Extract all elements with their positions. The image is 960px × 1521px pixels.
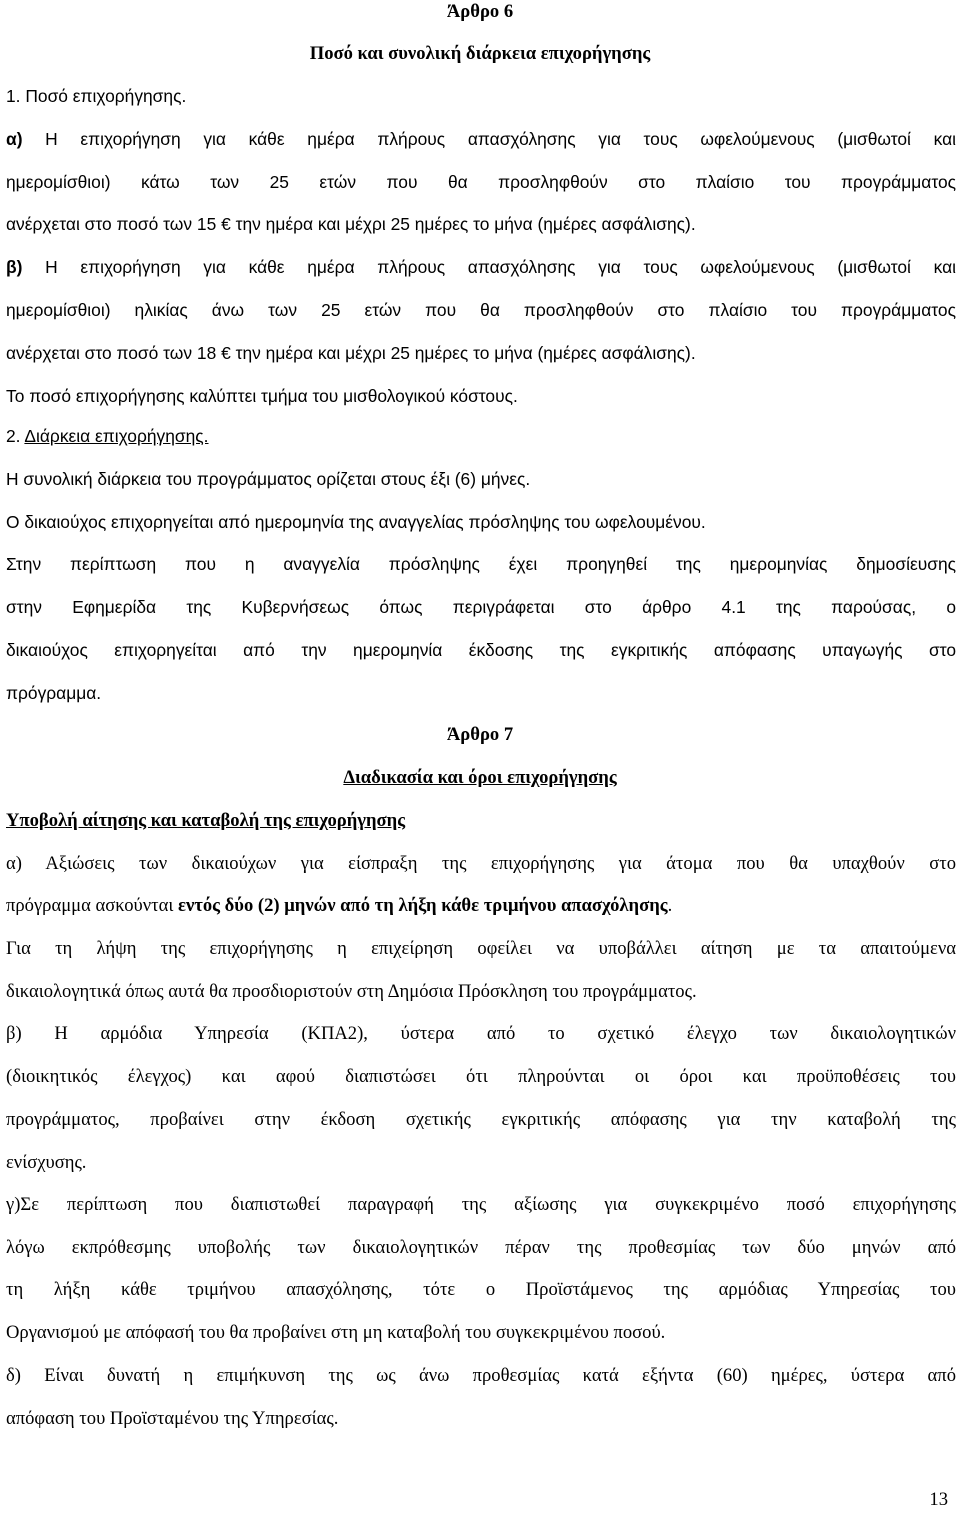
case-line-4: πρόγραμμα. <box>6 683 102 703</box>
article-7-c-line-1: γ)Σε περίπτωση που διαπιστωθεί παραγραφή της αξίωσης για συγκεκριμένο ποσό επιχορήγησης <box>6 1194 956 1215</box>
section-2-title: 2. Διάρκεια επιχορήγησης. <box>6 426 209 446</box>
page-number: 13 <box>929 1489 948 1510</box>
case-line-3: δικαιούχος επιχορηγείται από την ημερομηνία έκδοσης της εγκριτικής απόφασης υπαγωγής στο <box>6 640 956 660</box>
article-7-a-line-1: α) Αξιώσεις των δικαιούχων για είσπραξη της επιχορήγησης για άτομα που θα υπαχθούν στο <box>6 853 956 874</box>
article-7-b-line-4: ενίσχυσης. <box>6 1152 87 1173</box>
article-7-b-line-2: (διοικητικός έλεγχος) και αφού διαπιστώσει ότι πληρούνται οι όροι και προϋποθέσεις του <box>6 1066 956 1087</box>
submission-title: Υποβολή αίτησης και καταβολή της επιχορήγησης <box>6 810 406 831</box>
article-6-subheading: Ποσό και συνολική διάρκεια επιχορήγησης <box>309 43 651 64</box>
beneficiary-text: Ο δικαιούχος επιχορηγείται από ημερομηνία της αναγγελίας πρόσληψης του ωφελουμένου. <box>6 512 706 532</box>
article-7-a-line-2: πρόγραμμα ασκούνται εντός δύο (2) μηνών από τη λήξη κάθε τριμήνου απασχόλησης. <box>6 895 673 916</box>
article-6-a-line-2: ημερομίσθιοι) κάτω των 25 ετών που θα προσληφθούν στο πλαίσιο του προγράμματος <box>6 172 956 192</box>
article-6-heading: Άρθρο 6 <box>446 1 514 22</box>
cost-note: Το ποσό επιχορήγησης καλύπτει τμήμα του μισθολογικού κόστους. <box>6 386 518 406</box>
article-7-b-line-1: β) Η αρμόδια Υπηρεσία (ΚΠΑ2), ύστερα από το σχετικό έλεγχο των δικαιολογητικών <box>6 1023 956 1044</box>
article-6-b-line-1: β) Η επιχορήγηση για κάθε ημέρα πλήρους απασχόλησης για τους ωφελούμενους (μισθωτοί και <box>6 257 956 277</box>
article-7-d-line-2: απόφαση του Προϊσταμένου της Υπηρεσίας. <box>6 1408 339 1429</box>
section-1-title: 1. Ποσό επιχορήγησης. <box>6 86 187 106</box>
article-6-b-line-2: ημερομίσθιοι) ηλικίας άνω των 25 ετών που θα προσληφθούν στο πλαίσιο του προγράμματος <box>6 300 956 320</box>
receipt-line-1: Για τη λήψη της επιχορήγησης η επιχείρηση οφείλει να υποβάλλει αίτηση με τα απαιτούμενα <box>6 938 956 959</box>
article-7-subheading: Διαδικασία και όροι επιχορήγησης <box>343 767 617 788</box>
case-line-2: στην Εφημερίδα της Κυβερνήσεως όπως περιγράφεται στο άρθρο 4.1 της παρούσας, ο <box>6 597 956 617</box>
article-7-c-line-4: Οργανισμού με απόφασή του θα προβαίνει στη μη καταβολή του συγκεκριμένου ποσού. <box>6 1322 666 1343</box>
article-6-a-line-1: α) Η επιχορήγηση για κάθε ημέρα πλήρους απασχόλησης για τους ωφελούμενους (μισθωτοί και <box>6 129 956 149</box>
article-7-b-line-3: προγράμματος, προβαίνει στην έκδοση σχετικής εγκριτικής απόφασης για την καταβολή της <box>6 1109 956 1130</box>
article-7-heading: Άρθρο 7 <box>446 724 514 745</box>
receipt-line-2: δικαιολογητικά όπως αυτά θα προσδιοριστούν στη Δημόσια Πρόσκληση του προγράμματος. <box>6 981 697 1002</box>
article-6-b-line-3: ανέρχεται στο ποσό των 18 € την ημέρα και μέχρι 25 ημέρες το μήνα (ημέρες ασφάλισης). <box>6 343 696 363</box>
article-7-d-line-1: δ) Είναι δυνατή η επιμήκυνση της ως άνω προθεσμίας κατά εξήντα (60) ημέρες, ύστερα από <box>6 1365 956 1386</box>
case-line-1: Στην περίπτωση που η αναγγελία πρόσληψης έχει προηγηθεί της ημερομηνίας δημοσίευσης <box>6 554 956 574</box>
article-6-a-line-3: ανέρχεται στο ποσό των 15 € την ημέρα και μέχρι 25 ημέρες το μήνα (ημέρες ασφάλισης). <box>6 214 696 234</box>
article-7-c-line-2: λόγω εκπρόθεσμης υποβολής των δικαιολογητικών πέραν της προθεσμίας των δύο μηνών από <box>6 1237 956 1258</box>
article-7-c-line-3: τη λήξη κάθε τριμήνου απασχόλησης, τότε ο Προϊστάμενος της αρμόδιας Υπηρεσίας του <box>6 1279 956 1300</box>
duration-text: Η συνολική διάρκεια του προγράμματος ορίζεται στους έξι (6) μήνες. <box>6 469 531 489</box>
